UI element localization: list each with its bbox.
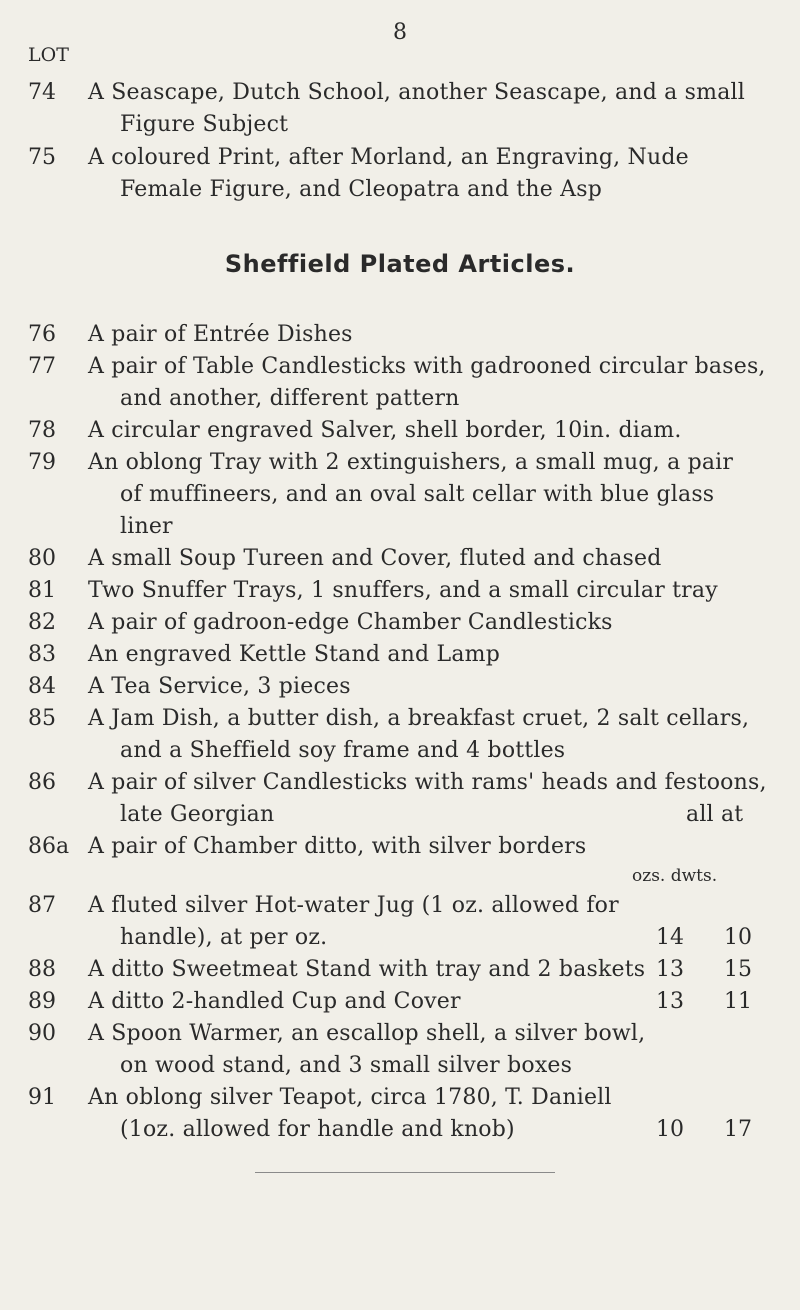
- lot-number: 78: [28, 418, 56, 443]
- lot-description-line: Female Figure, and Cleopatra and the Asp: [120, 177, 602, 202]
- weight-dwts: 10: [724, 925, 752, 950]
- lot-description-line: late Georgian: [120, 802, 275, 827]
- lot-number: 88: [28, 957, 56, 982]
- lot-description-line: A pair of silver Candlesticks with rams' heads and festoons,: [88, 770, 767, 795]
- weight-dwts: 17: [724, 1117, 752, 1142]
- lot-number: 79: [28, 450, 56, 475]
- lot-description-line: of muffineers, and an oval salt cellar with blue glass: [120, 482, 715, 507]
- lot-description-line: A pair of gadroon-edge Chamber Candlesticks: [88, 610, 613, 635]
- lot-number: 90: [28, 1021, 56, 1046]
- lot-description-line: A circular engraved Salver, shell border, 10in. diam.: [88, 418, 682, 443]
- lot-column-header: LOT: [28, 44, 69, 66]
- lot-description-line: Two Snuffer Trays, 1 snuffers, and a small circular tray: [88, 578, 718, 603]
- weight-ozs: 14: [656, 925, 684, 950]
- lot-description-line: A Spoon Warmer, an escallop shell, a silver bowl,: [88, 1021, 646, 1046]
- weight-ozs: 10: [656, 1117, 684, 1142]
- lot-description-line: A pair of Table Candlesticks with gadrooned circular bases,: [88, 354, 766, 379]
- section-title: Sheffield Plated Articles.: [224, 250, 576, 278]
- lot-number: 80: [28, 546, 56, 571]
- lot-price-suffix: all at: [686, 802, 744, 827]
- lot-description-line: A ditto 2-handled Cup and Cover: [88, 989, 461, 1014]
- lot-number: 87: [28, 893, 56, 918]
- lot-number: 91: [28, 1085, 56, 1110]
- lot-number: 84: [28, 674, 56, 699]
- lot-description-line: An oblong Tray with 2 extinguishers, a small mug, a pair: [88, 450, 734, 475]
- lot-number: 85: [28, 706, 56, 731]
- lot-description-line: and another, different pattern: [120, 386, 460, 411]
- lot-description-line: and a Sheffield soy frame and 4 bottles: [120, 738, 566, 763]
- lot-description-line: A Jam Dish, a butter dish, a breakfast cruet, 2 salt cellars,: [88, 706, 750, 731]
- lot-description-line: handle), at per oz.: [120, 925, 328, 950]
- lot-description-line: A small Soup Tureen and Cover, fluted and chased: [88, 546, 662, 571]
- weight-dwts: 11: [724, 989, 752, 1014]
- lot-number: 83: [28, 642, 56, 667]
- page-number: 8: [393, 20, 407, 45]
- lot-description-line: A fluted silver Hot-water Jug (1 oz. allowed for: [88, 893, 619, 918]
- lot-description-line: A pair of Chamber ditto, with silver borders: [88, 834, 587, 859]
- lot-description-line: An engraved Kettle Stand and Lamp: [88, 642, 500, 667]
- lot-description-line: liner: [120, 514, 173, 539]
- weight-dwts: 15: [724, 957, 752, 982]
- lot-description-line: Figure Subject: [120, 112, 289, 137]
- lot-number: 81: [28, 578, 56, 603]
- lot-number: 82: [28, 610, 56, 635]
- lot-description-line: A Seascape, Dutch School, another Seascape, and a small: [88, 80, 746, 105]
- lot-description-line: (1oz. allowed for handle and knob): [120, 1117, 515, 1142]
- lot-number: 75: [28, 145, 56, 170]
- lot-description-line: A coloured Print, after Morland, an Engraving, Nude: [88, 145, 689, 170]
- closing-rule: [255, 1172, 555, 1173]
- lot-description-line: A ditto Sweetmeat Stand with tray and 2 baskets: [88, 957, 646, 982]
- lot-number: 77: [28, 354, 56, 379]
- lot-number: 76: [28, 322, 56, 347]
- lot-number: 86a: [28, 834, 70, 859]
- lot-number: 74: [28, 80, 56, 105]
- lot-number: 86: [28, 770, 56, 795]
- lot-description-line: on wood stand, and 3 small silver boxes: [120, 1053, 573, 1078]
- lot-number: 89: [28, 989, 56, 1014]
- weight-ozs: 13: [656, 957, 684, 982]
- weight-ozs: 13: [656, 989, 684, 1014]
- lot-description-line: A pair of Entrée Dishes: [88, 322, 353, 347]
- lot-description-line: A Tea Service, 3 pieces: [88, 674, 351, 699]
- weight-column-header: ozs. dwts.: [632, 866, 718, 886]
- lot-description-line: An oblong silver Teapot, circa 1780, T. Daniell: [88, 1085, 612, 1110]
